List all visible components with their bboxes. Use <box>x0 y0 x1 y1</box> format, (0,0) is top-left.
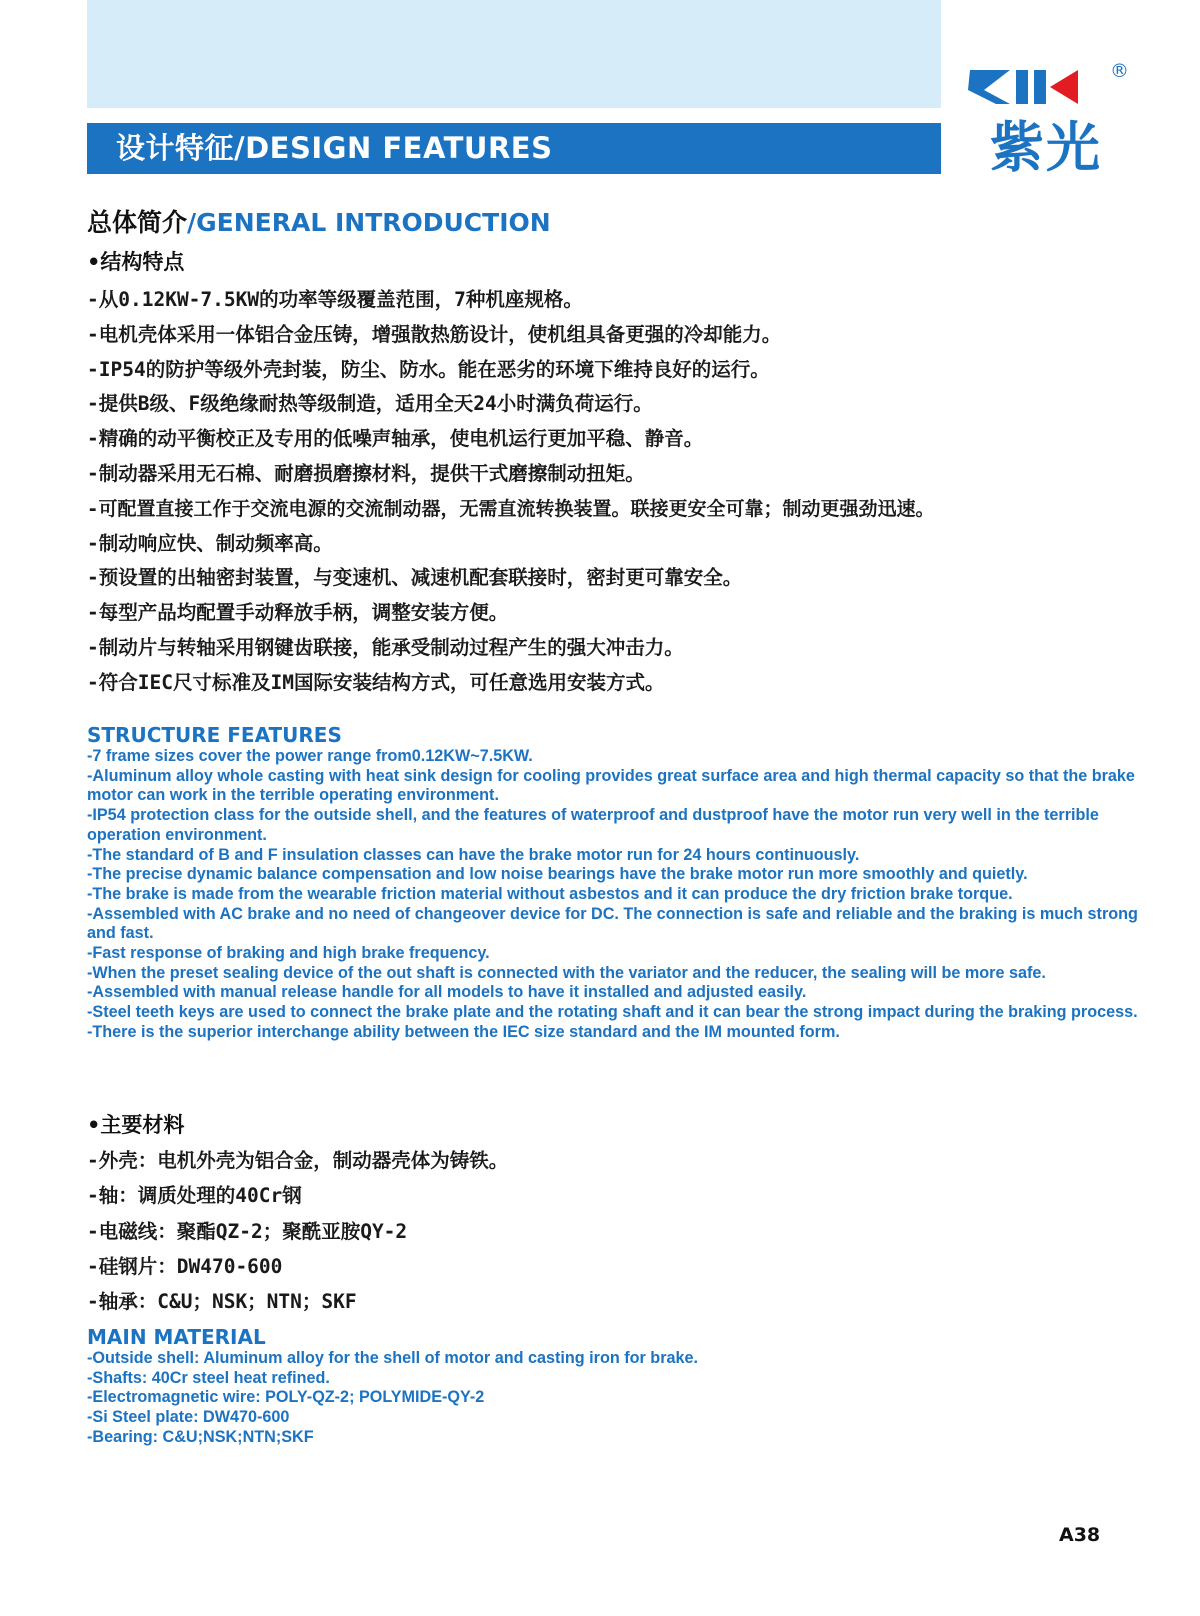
zik-logo-icon <box>966 60 1116 112</box>
brand-name-cn: 紫光 <box>990 116 1102 179</box>
list-item: -Fast response of braking and high brake frequency. <box>87 944 490 963</box>
list-item: -轴承：C&U；NSK；NTN；SKF <box>87 1290 357 1314</box>
list-item: -制动器采用无石棉、耐磨损磨擦材料，提供干式磨擦制动扭矩。 <box>87 461 645 485</box>
list-item: -轴：调质处理的40Cr钢 <box>87 1184 302 1208</box>
list-item: -每型产品均配置手动释放手柄，调整安装方便。 <box>87 601 509 625</box>
list-item: -预设置的出轴密封装置，与变速机、减速机配套联接时，密封更可靠安全。 <box>87 566 743 590</box>
brand-logo <box>966 60 1136 190</box>
list-item: -硅钢片：DW470-600 <box>87 1254 283 1278</box>
list-item: -There is the superior interchange ability between the IEC size standard and the IM mounted form. <box>87 1022 840 1041</box>
list-item: -Steel teeth keys are used to connect the brake plate and the rotating shaft and it can bear the strong impact during the braking process. <box>87 1003 1138 1022</box>
section-title-general-introduction <box>87 206 551 240</box>
list-item: -Bearing: C&U;NSK;NTN;SKF <box>87 1427 314 1446</box>
list-item: -提供B级、F级绝缘耐热等级制造，适用全天24小时满负荷运行。 <box>87 392 653 416</box>
list-item: -Assembled with manual release handle for all models to have it installed and adjusted easily. <box>87 983 807 1002</box>
list-item: -Assembled with AC brake and no need of changeover device for DC. The connection is safe and reliable and the braking is much strong and fast. <box>87 904 1138 943</box>
page-title: 设计特征/DESIGN FEATURES <box>87 123 941 174</box>
material-heading-en: MAIN MATERIAL <box>87 1325 266 1349</box>
list-item: -电磁线：聚酯QZ-2；聚酰亚胺QY-2 <box>87 1219 408 1243</box>
material-list-cn <box>87 1143 1167 1319</box>
list-item: -制动响应快、制动频率高。 <box>87 531 333 555</box>
list-item: -Outside shell: Aluminum alloy for the shell of motor and casting iron for brake. <box>87 1349 698 1367</box>
material-heading-cn: •主要材料 <box>87 1113 185 1137</box>
list-item: -Electromagnetic wire: POLY-QZ-2; POLYMIDE-QY-2 <box>87 1388 485 1407</box>
list-item: -The brake is made from the wearable friction material without asbestos and it can produce the dry friction brake torque. <box>87 884 1013 903</box>
header-band <box>87 0 941 108</box>
structure-heading-cn: •结构特点 <box>87 250 185 274</box>
section-title-cn: 总体简介 <box>87 208 188 237</box>
page-number: A38 <box>1059 1524 1101 1546</box>
list-item: -7 frame sizes cover the power range from0.12KW~7.5KW. <box>87 747 533 765</box>
list-item: -符合IEC尺寸标准及IM国际安装结构方式，可任意选用安装方式。 <box>87 670 665 694</box>
list-item: -Si Steel plate: DW470-600 <box>87 1408 290 1427</box>
list-item: -IP54 protection class for the outside shell, and the features of waterproof and dustproof have the motor run very well in the terrible operation environment. <box>87 806 1099 844</box>
structure-heading-en: STRUCTURE FEATURES <box>87 723 342 747</box>
section-title-en: /GENERAL INTRODUCTION <box>187 208 551 237</box>
list-item: -When the preset sealing device of the out shaft is connected with the variator and the reducer, the sealing will be more safe. <box>87 963 1046 982</box>
structure-list-cn <box>87 283 1167 701</box>
list-item: -The precise dynamic balance compensation and low noise bearings have the brake motor run more smoothly and quietly. <box>87 865 1028 884</box>
list-item: -精确的动平衡校正及专用的低噪声轴承，使电机运行更加平稳、静音。 <box>87 427 704 451</box>
list-item: -电机壳体采用一体铝合金压铸，增强散热筋设计，使机组具备更强的冷却能力。 <box>87 322 782 346</box>
list-item: -The standard of B and F insulation classes can have the brake motor run for 24 hours continuously. <box>87 845 860 864</box>
structure-list-en <box>87 747 1167 1043</box>
list-item: -可配置直接工作于交流电源的交流制动器，无需直流转换装置。联接更安全可靠；制动更强劲迅速。 <box>87 497 935 520</box>
list-item: -制动片与转轴采用钢键齿联接，能承受制动过程产生的强大冲击力。 <box>87 635 684 659</box>
list-item: -从0.12KW-7.5KW的功率等级覆盖范围，7种机座规格。 <box>87 288 583 311</box>
list-item: -IP54的防护等级外壳封装，防尘、防水。能在恶劣的环境下维持良好的运行。 <box>87 357 770 381</box>
list-item: -Aluminum alloy whole casting with heat sink design for cooling provides great surface area and high thermal capacity so that the brake motor can work in the terrible operating environment. <box>87 766 1135 805</box>
list-item: -外壳：电机外壳为铝合金，制动器壳体为铸铁。 <box>87 1149 509 1172</box>
registered-mark: ® <box>1110 60 1129 82</box>
material-list-en <box>87 1349 1167 1448</box>
list-item: -Shafts: 40Cr steel heat refined. <box>87 1368 330 1387</box>
